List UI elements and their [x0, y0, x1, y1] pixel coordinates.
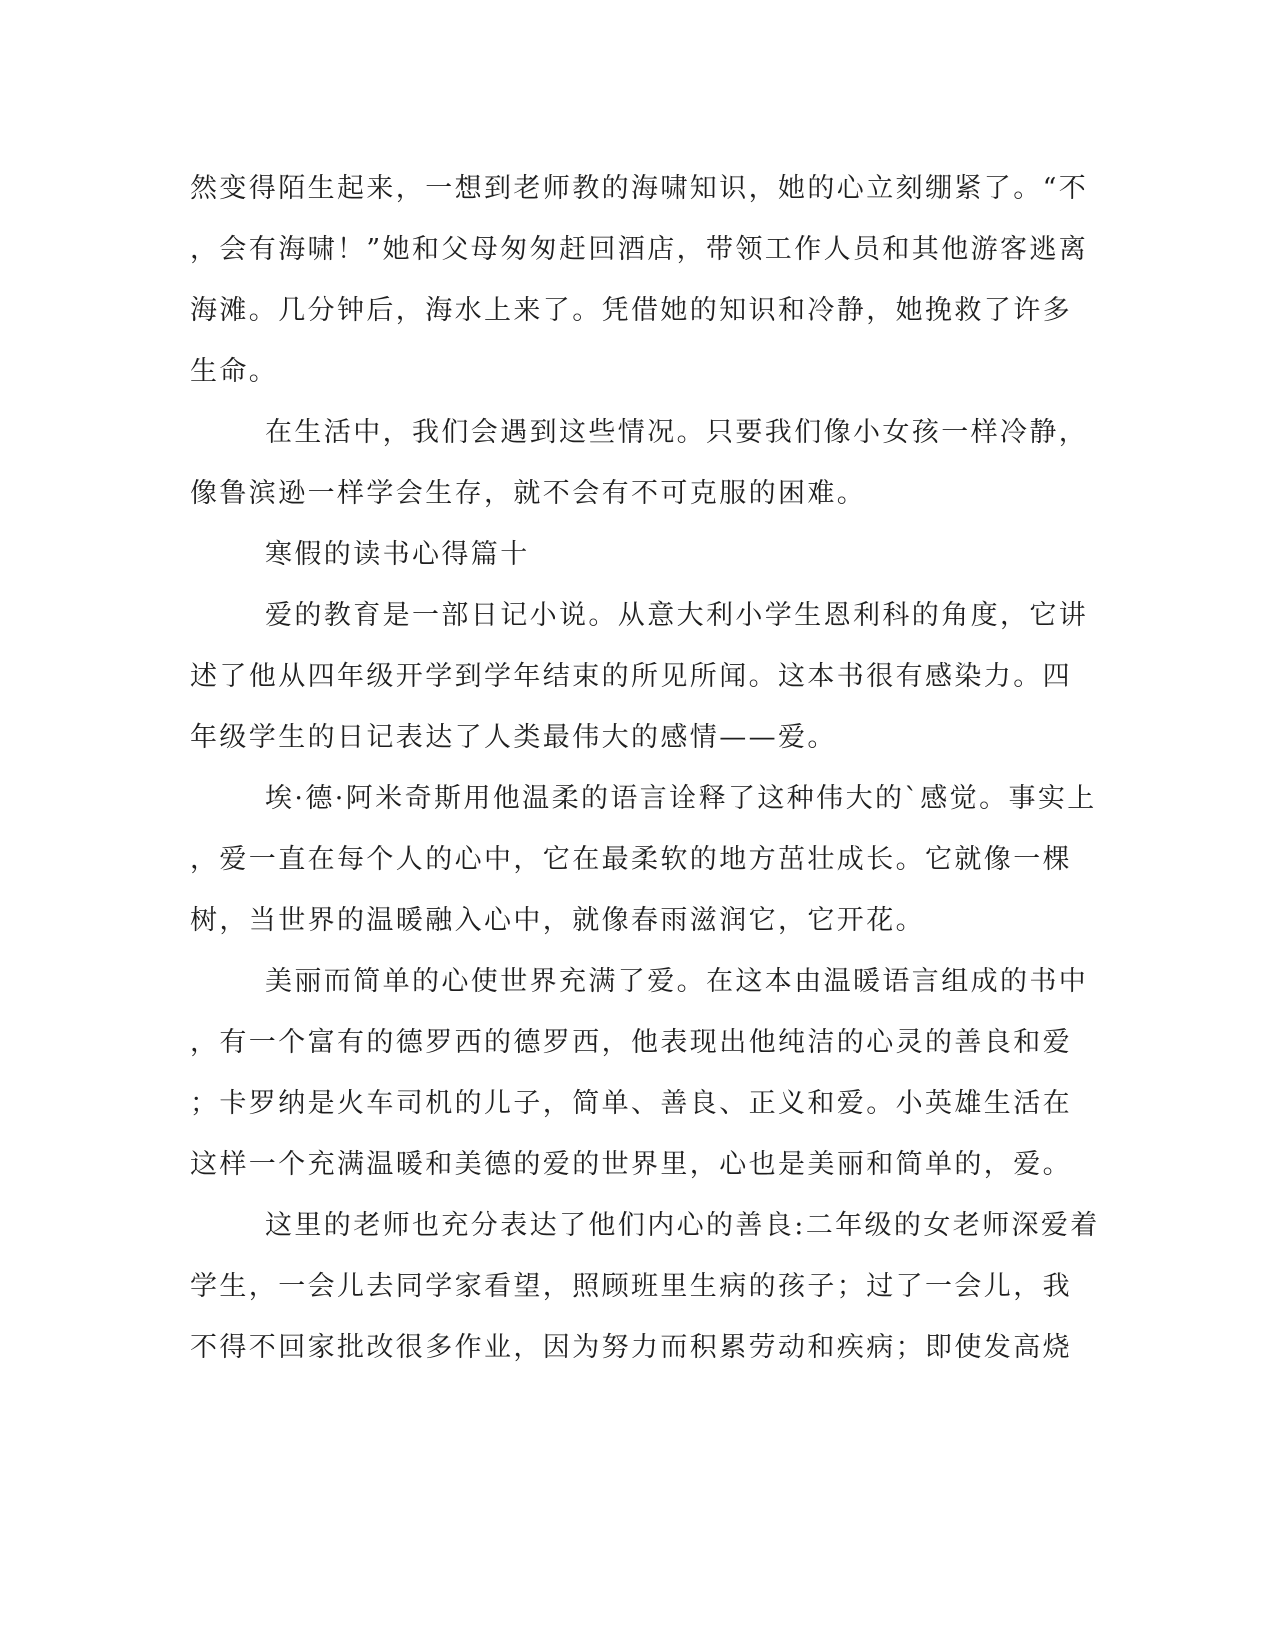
- text-line: 树，当世界的温暖融入心中，就像春雨滋润它，它开花。: [190, 905, 925, 936]
- text-line: 埃·德·阿米奇斯用他温柔的语言诠释了这种伟大的`感觉。事实上: [265, 783, 1097, 814]
- text-line: 在生活中，我们会遇到这些情况。只要我们像小女孩一样冷静，: [265, 417, 1089, 448]
- text-line: 这里的老师也充分表达了他们内心的善良:二年级的女老师深爱着: [265, 1210, 1100, 1241]
- text-line: 然变得陌生起来，一想到老师教的海啸知识，她的心立刻绷紧了。“不: [190, 173, 1089, 204]
- text-line: 不得不回家批改很多作业，因为努力而积累劳动和疾病；即使发高烧: [190, 1332, 1072, 1363]
- text-line: 爱的教育是一部日记小说。从意大利小学生恩利科的角度，它讲: [265, 600, 1089, 631]
- text-line: 学生，一会儿去同学家看望，照顾班里生病的孩子；过了一会儿，我: [190, 1271, 1072, 1302]
- text-line: 述了他从四年级开学到学年结束的所见所闻。这本书很有感染力。四: [190, 661, 1072, 692]
- text-line: ，爱一直在每个人的心中，它在最柔软的地方茁壮成长。它就像一棵: [190, 844, 1072, 875]
- text-line: 这样一个充满温暖和美德的爱的世界里，心也是美丽和简单的，爱。: [190, 1149, 1072, 1180]
- text-line: ，会有海啸！”她和父母匆匆赶回酒店，带领工作人员和其他游客逃离: [190, 234, 1089, 265]
- text-line: 海滩。几分钟后，海水上来了。凭借她的知识和冷静，她挽救了许多: [190, 295, 1072, 326]
- text-line: ；卡罗纳是火车司机的儿子，简单、善良、正义和爱。小英雄生活在: [190, 1088, 1072, 1119]
- text-line: 美丽而简单的心使世界充满了爱。在这本由温暖语言组成的书中: [265, 966, 1089, 997]
- document-page: [190, 158, 1100, 1378]
- section-heading: 寒假的读书心得篇十: [265, 539, 530, 570]
- text-line: 年级学生的日记表达了人类最伟大的感情——爱。: [190, 722, 837, 753]
- text-line: ，有一个富有的德罗西的德罗西，他表现出他纯洁的心灵的善良和爱: [190, 1027, 1072, 1058]
- text-line: 像鲁滨逊一样学会生存，就不会有不可克服的困难。: [190, 478, 867, 509]
- text-line: 生命。: [190, 356, 279, 387]
